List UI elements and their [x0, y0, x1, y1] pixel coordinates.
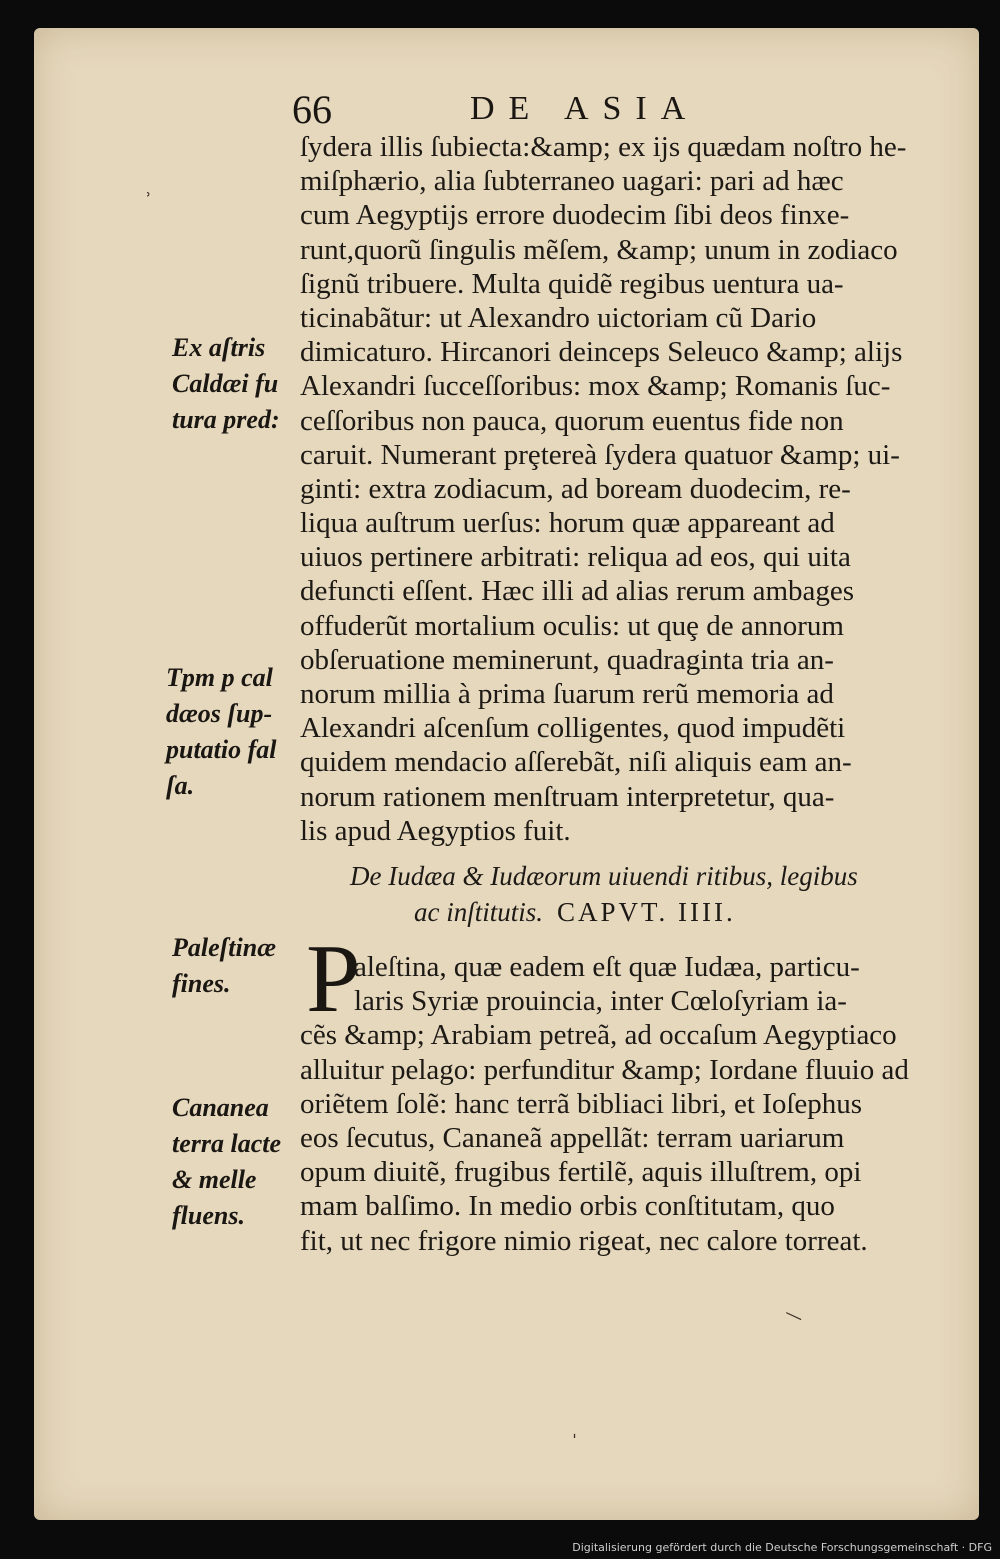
chapter-heading-line1: De Iudæa & Iudæorum uiuendi ritibus, legibus	[350, 861, 858, 891]
text-line: defuncti eſſent. Hæc illi ad alias rerum ambages	[300, 575, 855, 608]
text-line: offuderũt mortalium oculis: ut quȩ de annorum	[300, 609, 844, 642]
paper-speck: ˌ	[572, 1420, 577, 1441]
text-line: fit, ut nec frigore nimio rigeat, nec calore torreat.	[300, 1224, 868, 1257]
paper-scratch: —	[781, 1302, 807, 1329]
footer-text: Digitalisierung gefördert durch die Deutsche Forschungsgemeinschaft · DFG	[572, 1541, 992, 1554]
chapter-text	[300, 950, 965, 1258]
chapter-heading-line2	[350, 894, 950, 930]
margin-note-line: putatio fal	[166, 735, 277, 764]
text-line: miſphærio, alia ſubterraneo uagari: pari ad hæc	[300, 165, 844, 198]
text-line: ſignũ tribuere. Multa quidẽ regibus uentura ua-	[300, 267, 844, 300]
text-line: aleſtina, quæ eadem eſt quæ Iudæa, particu-	[354, 951, 860, 983]
running-title: DE ASIA	[470, 90, 700, 127]
text-line: ſydera illis ſubiecta:&amp; ex ijs quædam noſtro he-	[300, 131, 907, 163]
text-line: ginti: extra zodiacum, ad boream duodecim, re-	[300, 472, 851, 505]
text-line: alluitur pelago: perfunditur &amp; Iordane fluuio ad	[300, 1053, 909, 1086]
margin-note-canaan	[172, 1090, 281, 1234]
drop-cap: P	[306, 925, 361, 1033]
text-line: eos ſecutus, Cananeã appellãt: terram uariarum	[300, 1121, 845, 1154]
margin-note-palestine	[172, 930, 276, 1002]
text-line: obſeruatione meminerunt, quadraginta tria an-	[300, 643, 834, 676]
text-line: norum millia à prima ſuarum rerũ memoria ad	[300, 678, 834, 710]
main-text	[300, 130, 960, 848]
margin-note-line: tura pred:	[172, 405, 280, 434]
text-line: opum diuitẽ, frugibus fertilẽ, aquis illuſtrem, opi	[300, 1156, 862, 1189]
text-line: runt,quorũ ſingulis mẽſem, &amp; unum in zodiaco	[300, 233, 898, 266]
chapter-heading	[350, 858, 950, 930]
margin-note-line: fines.	[172, 969, 231, 998]
text-line: quidem mendacio aſſerebãt, niſi aliquis eam an-	[300, 746, 852, 779]
margin-note-line: fluens.	[172, 1201, 245, 1230]
page-header	[0, 86, 1000, 132]
margin-note-line: terra lacte	[172, 1129, 282, 1158]
text-line: Alexandri ſucceſſoribus: mox &amp; Romanis ſuc-	[300, 370, 891, 403]
text-line: liqua auſtrum uerſus: horum quæ appareant ad	[300, 507, 835, 540]
margin-note-line: & melle	[172, 1165, 257, 1194]
text-line: laris Syriæ prouincia, inter Cœloſyriam ia-	[354, 985, 847, 1018]
text-line: dimicaturo. Hircanori deinceps Seleuco &amp; alijs	[300, 336, 903, 369]
margin-note-line: Ex aſtris	[172, 333, 266, 362]
text-line: lis apud Aegyptios fuit.	[300, 814, 571, 847]
text-line: cum Aegyptijs errore duodecim ſibi deos finxe-	[300, 199, 850, 232]
text-line: ceſſoribus non pauca, quorum euentus fide non	[300, 404, 844, 437]
text-line: norum rationem menſtruam interpretetur, qua-	[300, 780, 835, 813]
text-line: Alexandri aſcenſum colligentes, quod impudẽti	[300, 712, 846, 745]
text-line: mam balſimo. In medio orbis conſtitutam, quo	[300, 1190, 835, 1223]
page-number: 66	[292, 87, 332, 132]
margin-note-line: Tpm p cal	[166, 663, 273, 692]
text-line: cẽs &amp; Arabiam petreã, ad occaſum Aegyptiaco	[300, 1019, 897, 1052]
margin-note-line: ſa.	[166, 771, 195, 800]
margin-note-line: Cananea	[172, 1093, 269, 1122]
margin-note-chronology	[166, 660, 277, 804]
margin-note-line: dæos ſup-	[166, 699, 273, 728]
text-line: oriẽtem ſolẽ: hanc terrã bibliaci libri, et Ioſephus	[300, 1087, 863, 1120]
margin-note-line: Caldæi fu	[172, 369, 279, 398]
margin-note-line: Paleſtinæ	[172, 933, 276, 962]
footer-credit	[0, 1537, 1000, 1559]
paper-speck: ˒	[146, 185, 152, 206]
text-line: caruit. Numerant prȩtereà ſydera quatuor &amp; ui-	[300, 438, 900, 471]
text-line: ticinabãtur: ut Alexandro uictoriam cũ Dario	[300, 301, 817, 334]
caput-label: CAPVT. IIII.	[557, 897, 736, 927]
text-line: uiuos pertinere arbitrati: reliqua ad eos, qui uita	[300, 541, 851, 574]
margin-note-astrology	[172, 330, 280, 438]
chapter-subtitle: ac inſtitutis.	[414, 897, 544, 927]
